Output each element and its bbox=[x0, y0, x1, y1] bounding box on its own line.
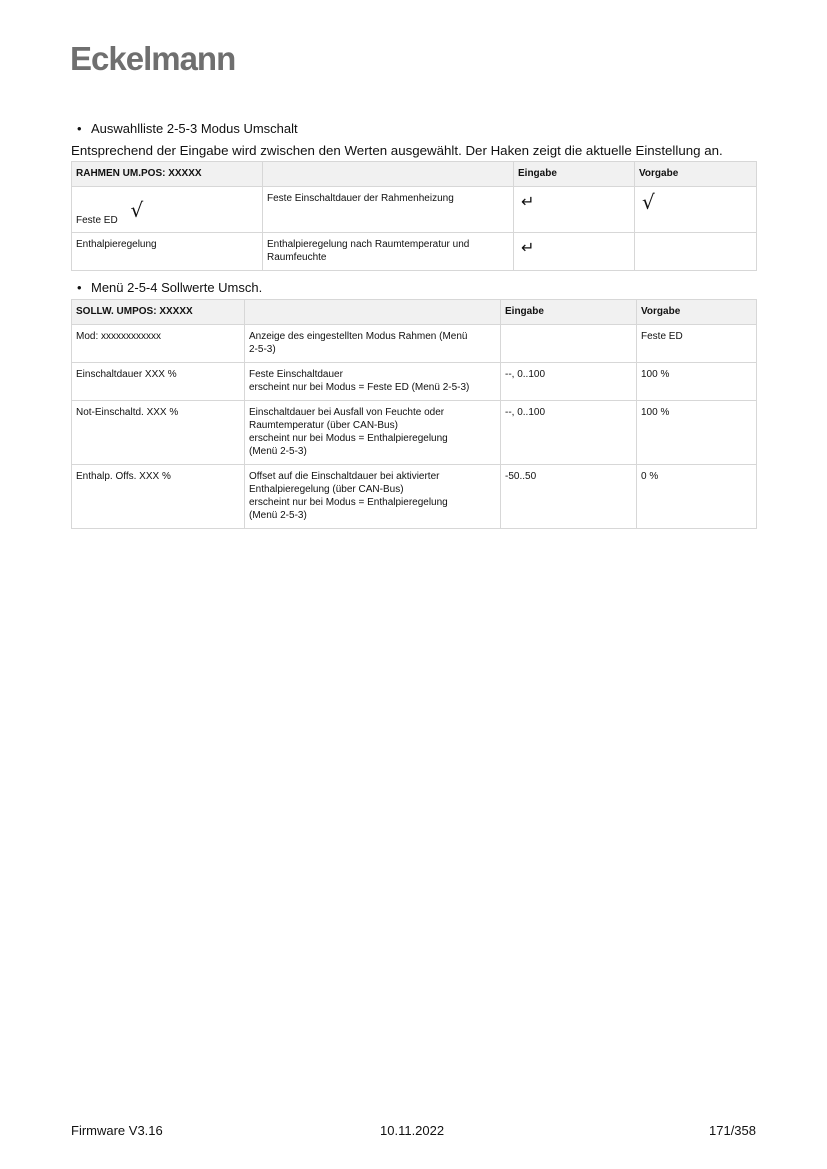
cell-vorgabe: 100 % bbox=[637, 363, 757, 401]
cell-eingabe: --, 0..100 bbox=[501, 401, 637, 465]
table-row bbox=[72, 187, 757, 233]
cell-param: Mod: xxxxxxxxxxxx bbox=[72, 325, 245, 363]
col-header-eingabe: Eingabe bbox=[514, 162, 635, 187]
col-header-param: RAHMEN UM.POS: XXXXX bbox=[72, 162, 263, 187]
bullet-dot: • bbox=[77, 280, 82, 295]
cell-desc: Einschaltdauer bei Ausfall von Feuchte oder Raumtemperatur (über CAN-Bus) erscheint nur bei Modus = Enthalpieregelung (Menü 2-5-3) bbox=[245, 401, 501, 465]
check-icon: √ bbox=[130, 198, 144, 222]
cell-eingabe bbox=[514, 233, 635, 271]
bullet-dot: • bbox=[77, 121, 82, 136]
cell-desc: Offset auf die Einschaltdauer bei aktivierter Enthalpieregelung (über CAN-Bus) erscheint nur bei Modus = Enthalpieregelung (Menü 2-5-3) bbox=[245, 465, 501, 529]
cell-eingabe bbox=[514, 187, 635, 233]
cell-eingabe: --, 0..100 bbox=[501, 363, 637, 401]
col-header-param: SOLLW. UMPOS: XXXXX bbox=[72, 300, 245, 325]
table-rahmen-umpos bbox=[71, 161, 757, 271]
cell-param: Enthalpieregelung bbox=[72, 233, 263, 271]
cell-vorgabe bbox=[635, 233, 757, 271]
enter-icon: ↵ bbox=[521, 192, 535, 211]
table-sollw-umpos bbox=[71, 299, 757, 529]
cell-vorgabe: 100 % bbox=[637, 401, 757, 465]
cell-desc: Feste Einschaltdauer der Rahmenheizung bbox=[263, 187, 514, 233]
cell-eingabe bbox=[501, 325, 637, 363]
bullet-text-2: Menü 2-5-4 Sollwerte Umsch. bbox=[91, 280, 263, 295]
cell-vorgabe: Feste ED bbox=[637, 325, 757, 363]
table-row bbox=[72, 401, 757, 465]
cell-desc: Feste Einschaltdauer erscheint nur bei Modus = Feste ED (Menü 2-5-3) bbox=[245, 363, 501, 401]
table-row bbox=[72, 325, 757, 363]
cell-desc: Anzeige des eingestellten Modus Rahmen (Menü 2-5-3) bbox=[245, 325, 501, 363]
bullet-text-1: Auswahlliste 2-5-3 Modus Umschalt bbox=[91, 121, 298, 136]
cell-vorgabe bbox=[635, 187, 757, 233]
cell-param: Enthalp. Offs. XXX % bbox=[72, 465, 245, 529]
table-row bbox=[72, 363, 757, 401]
col-header-vorgabe: Vorgabe bbox=[637, 300, 757, 325]
table-row bbox=[72, 233, 757, 271]
table-header-row bbox=[72, 162, 757, 187]
cell-param bbox=[72, 187, 263, 233]
param-label: Feste ED bbox=[76, 215, 118, 226]
col-header-desc bbox=[263, 162, 514, 187]
section-1-description: Entsprechend der Eingabe wird zwischen den Werten ausgewählt. Der Haken zeigt die aktuelle Einstellung an. bbox=[71, 143, 723, 158]
cell-param: Not-Einschaltd. XXX % bbox=[72, 401, 245, 465]
cell-desc: Enthalpieregelung nach Raumtemperatur und Raumfeuchte bbox=[263, 233, 514, 271]
col-header-desc bbox=[245, 300, 501, 325]
col-header-vorgabe: Vorgabe bbox=[635, 162, 757, 187]
company-logo: Eckelmann bbox=[70, 40, 236, 77]
footer-date: 10.11.2022 bbox=[380, 1123, 445, 1138]
enter-icon: ↵ bbox=[521, 238, 535, 257]
footer-page-number: 171/358 bbox=[709, 1123, 756, 1138]
col-header-eingabe: Eingabe bbox=[501, 300, 637, 325]
bullet-section-2 bbox=[77, 280, 262, 295]
cell-vorgabe: 0 % bbox=[637, 465, 757, 529]
table-row bbox=[72, 465, 757, 529]
cell-eingabe: -50..50 bbox=[501, 465, 637, 529]
table-header-row bbox=[72, 300, 757, 325]
bullet-section-1 bbox=[77, 121, 298, 136]
footer-firmware: Firmware V3.16 bbox=[71, 1123, 163, 1138]
cell-param: Einschaltdauer XXX % bbox=[72, 363, 245, 401]
check-icon: √ bbox=[642, 190, 655, 214]
